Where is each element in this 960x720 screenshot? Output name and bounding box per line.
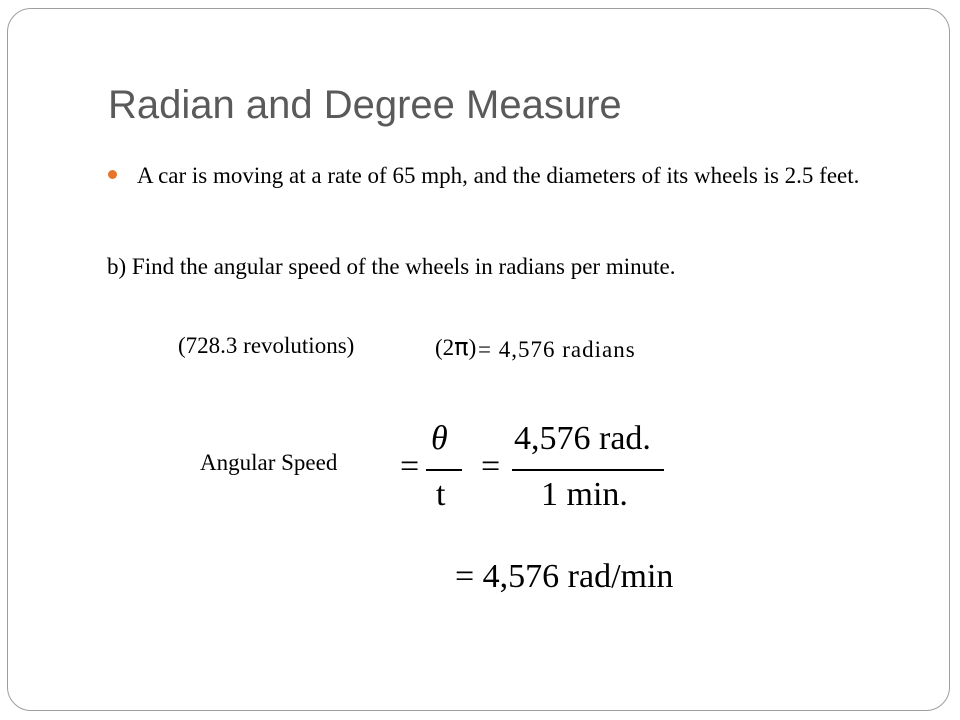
two-pi-open: (2 xyxy=(435,335,455,360)
radians-result: = 4,576 radians xyxy=(478,337,636,362)
problem-statement: A car is moving at a rate of 65 mph, and the diameters of its wheels is 2.5 feet. xyxy=(137,163,860,188)
final-answer: = 4,576 rad/min xyxy=(455,558,674,595)
angular-speed-label: Angular Speed xyxy=(200,450,338,475)
theta-numerator: θ xyxy=(431,420,448,457)
fraction-bar-theta xyxy=(426,469,462,471)
t-denominator: t xyxy=(436,476,446,513)
minute-denominator: 1 min. xyxy=(541,476,628,513)
part-b-question: b) Find the angular speed of the wheels in radians per minute. xyxy=(107,254,676,279)
revolutions-expression: (728.3 revolutions) xyxy=(178,333,355,358)
equals-sign-2: = xyxy=(481,448,501,485)
equals-sign-1: = xyxy=(400,448,420,485)
pi-symbol: π xyxy=(454,333,469,361)
fraction-bar-rad xyxy=(512,469,664,471)
slide-title: Radian and Degree Measure xyxy=(108,83,622,127)
two-pi-factor xyxy=(435,333,476,361)
radians-numerator: 4,576 rad. xyxy=(514,420,651,457)
bullet-dot xyxy=(108,170,117,179)
two-pi-close: ) xyxy=(468,335,477,360)
